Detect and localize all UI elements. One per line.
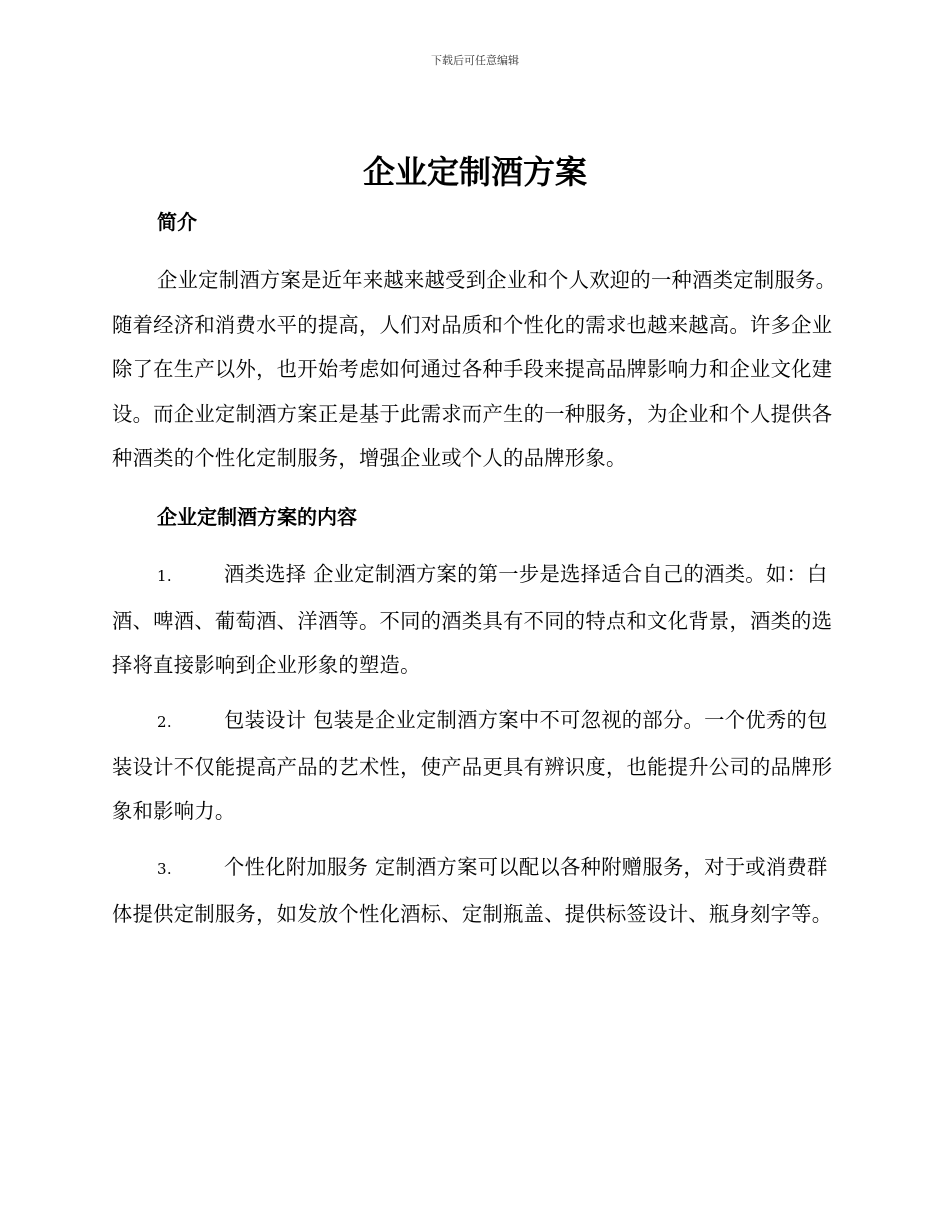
section-heading-content: 企业定制酒方案的内容 [157,505,357,529]
page-header: 下载后可任意编辑 [431,54,519,67]
list-item-number: 2. [157,713,172,731]
list-item-text: 个性化附加服务 定制酒方案可以配以各种附赠服务，对于或消费群体提供定制服务，如发放个性化酒标、定制瓶盖、提供标签设计、瓶身刻字等。 [112,855,833,926]
list-item-number: 3. [157,860,172,878]
document-title: 企业定制酒方案 [362,153,587,191]
list-item [112,698,840,834]
list-item-text: 包装设计 包装是企业定制酒方案中不可忽视的部分。一个优秀的包装设计不仅能提高产品的艺术性，使产品更具有辨识度，也能提升公司的品牌形象和影响力。 [112,708,833,823]
list-item-text: 酒类选择 企业定制酒方案的第一步是选择适合自己的酒类。如：白酒、啤酒、葡萄酒、洋酒等。不同的酒类具有不同的特点和文化背景，酒类的选择将直接影响到企业形象的塑造。 [112,562,833,677]
intro-paragraph: 企业定制酒方案是近年来越来越受到企业和个人欢迎的一种酒类定制服务。随着经济和消费水平的提高，人们对品质和个性化的需求也越来越高。许多企业除了在生产以外，也开始考虑如何通过各种手段来提高品牌影响力和企业文化建设。而企业定制酒方案正是基于此需求而产生的一种服务，为企业和个人提供各种酒类的个性化定制服务，增强企业或个人的品牌形象。 [112,268,837,470]
list-item [112,552,840,688]
section-heading-intro: 简介 [157,210,197,234]
list-item [112,845,840,936]
list-item-number: 1. [157,567,172,585]
